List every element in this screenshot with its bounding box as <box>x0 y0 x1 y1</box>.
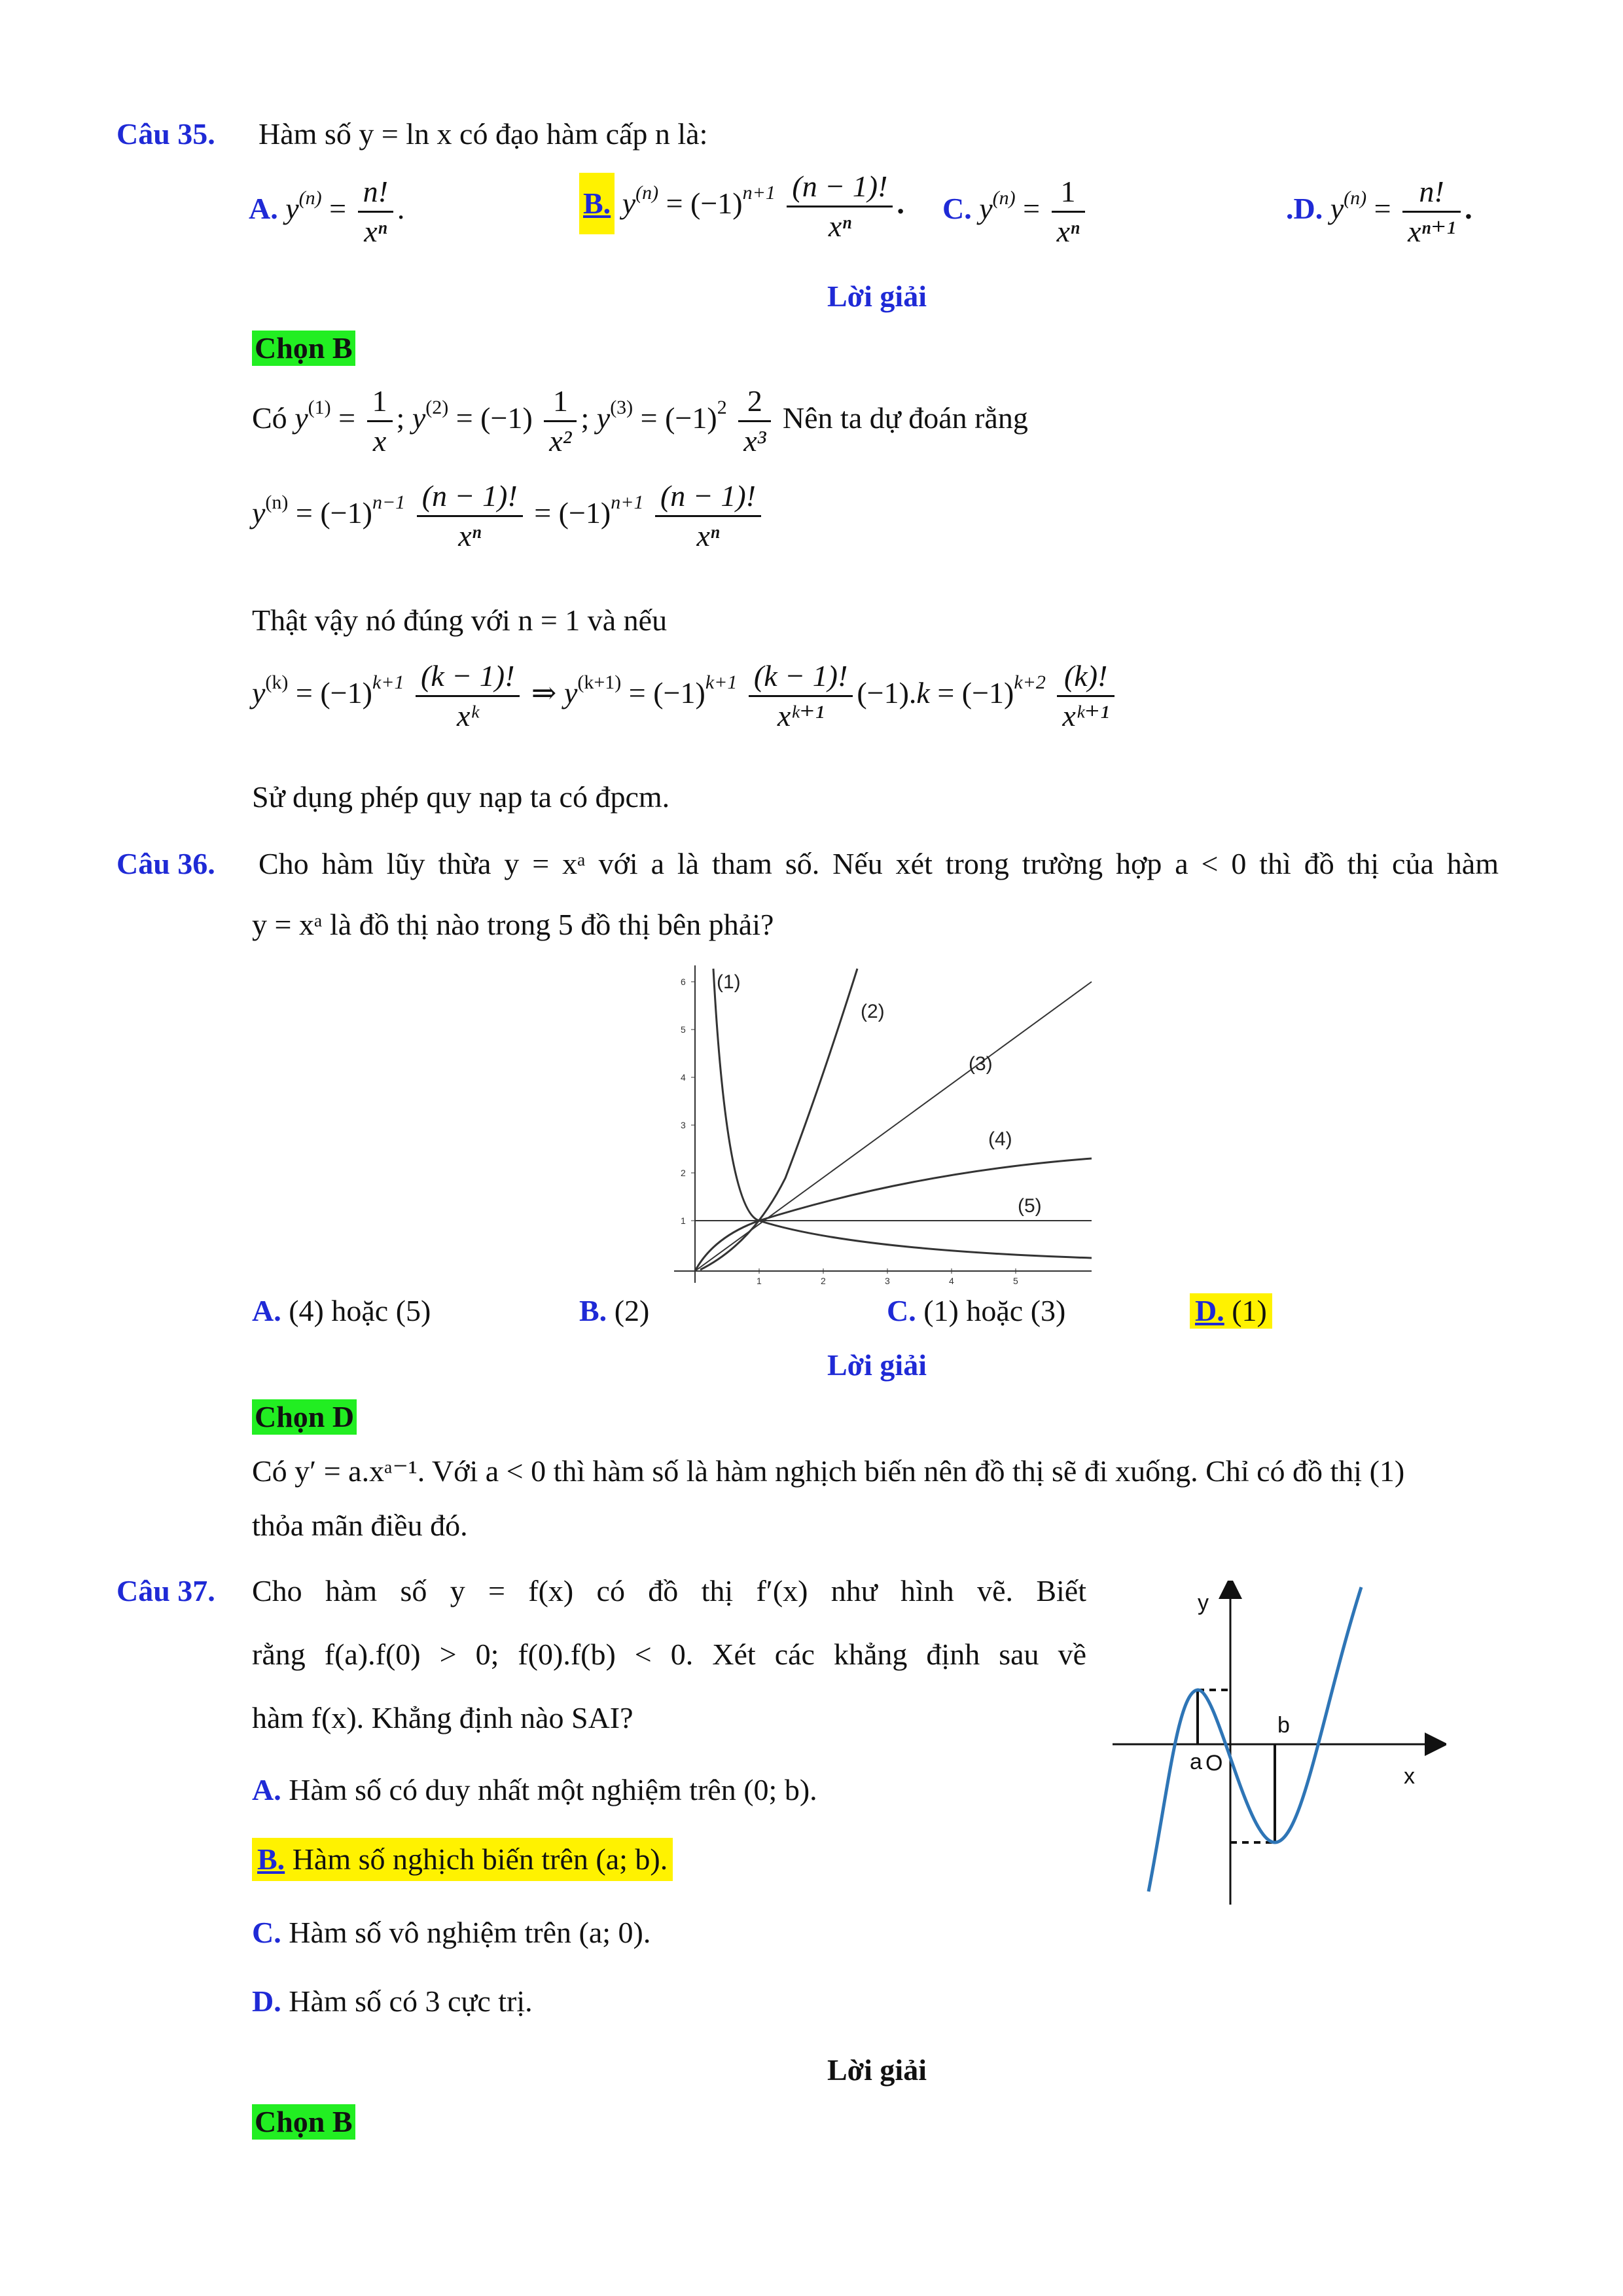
q37-stem-line2: rằng f(a).f(0) > 0; f(0).f(b) < 0. Xét các khẳng định sau về <box>252 1638 1086 1671</box>
q37-option-c[interactable] <box>252 1918 651 1948</box>
q35-solution-title: Lời giải <box>827 279 927 313</box>
expr-lhs: y <box>285 192 299 226</box>
q36-option-b[interactable] <box>579 1296 649 1326</box>
q35-option-c[interactable]: C. $y^{(n)}$ = $\frac{1}{\text{xⁿ}}$ <box>942 177 1089 247</box>
option-key: C. <box>942 192 972 226</box>
x-tick-label: 1 <box>757 1276 762 1286</box>
option-key: A. <box>252 1294 281 1327</box>
fraction <box>358 177 393 247</box>
q37-option-a[interactable] <box>252 1775 817 1805</box>
x-tick-label: 4 <box>949 1276 954 1286</box>
denominator: xⁿ <box>358 211 393 247</box>
q36-choice: Chọn D <box>252 1399 357 1435</box>
option-text: Hàm số có duy nhất một nghiệm trên (0; b). <box>289 1773 817 1806</box>
q35-option-a[interactable]: A. $y^{(n)}$ = $\frac{n!}{\text{xⁿ}}$ . <box>249 175 405 248</box>
q37-stem-line3: hàm f(x). Khẳng định nào SAI? <box>252 1701 633 1734</box>
q35-option-d[interactable]: .D. $y^{(n)}$ = $\frac{n!}{\text{xⁿ⁺¹}}$ . <box>1286 175 1472 248</box>
numerator: (n − 1)! <box>792 170 888 203</box>
option-key: D. <box>1195 1294 1224 1327</box>
expr-sup: (n) <box>635 182 659 204</box>
option-text: Hàm số nghịch biến trên (a; b). <box>292 1842 668 1876</box>
curve-3 <box>695 982 1092 1271</box>
q37-number: Câu 37. <box>116 1574 215 1607</box>
q36-sol-line1: Có y′ = a.xᵃ⁻¹. Với a < 0 thì hàm số là hàm nghịch biến nên đồ thị sẽ đi xuống. Chỉ có đồ thị (1) <box>252 1454 1405 1488</box>
q37-choice: Chọn B <box>252 2104 355 2140</box>
curve-label-3: (3) <box>969 1053 993 1075</box>
q36-stem-line2: y = xᵃ là đồ thị nào trong 5 đồ thị bên phải? <box>252 908 774 941</box>
expr-sup: (n) <box>1344 187 1367 209</box>
q35-line3: Thật vậy nó đúng với n = 1 và nếu <box>252 603 668 637</box>
expr-sup: (n) <box>298 187 322 209</box>
q36-stem-line1: Cho hàm lũy thừa y = xᵃ với a là tham số. Nếu xét trong trường hợp a < 0 thì đồ thị của hàm <box>259 847 1499 880</box>
y-tick-label: 5 <box>681 1024 686 1035</box>
x-tick-label: 3 <box>885 1276 890 1286</box>
q35-line1: Có $y^{(1)}$ = $\frac{1}{x}$ ; $y^{(2)} = (-1)$ $\frac{1}{\text{x²}}$ ; $y^{(3)} = (-1)^2$ $\frac{2}{\text{x³}}$ Nên ta dự đoán rằng <box>252 384 1028 457</box>
line1-suffix: Nên ta dự đoán rằng <box>782 401 1028 435</box>
curve-label-1: (1) <box>717 971 741 993</box>
option-key: A. <box>252 1773 281 1806</box>
curve-label-5: (5) <box>1018 1195 1042 1217</box>
tail: . <box>897 187 904 221</box>
option-text: (4) hoặc (5) <box>289 1294 431 1327</box>
q36-sol-line2: thỏa mãn điều đó. <box>252 1509 468 1542</box>
x-tick-label: 5 <box>1013 1276 1018 1286</box>
denominator: xⁿ <box>1052 211 1085 247</box>
fraction <box>787 171 893 242</box>
q35-option-b[interactable] <box>579 171 904 242</box>
denominator: xⁿ <box>787 206 893 242</box>
numerator: n! <box>363 175 388 208</box>
derivative-curve <box>1149 1587 1361 1892</box>
expr-lhs: y <box>979 192 993 226</box>
q35-stem: Hàm số y = ln x có đạo hàm cấp n là: <box>259 117 708 151</box>
q35-line2: $y^{(n)} = (-1)^{n-1}$ $\frac{(n - 1)!}{\text{xⁿ}}$ = $(-1)^{n+1}$ $\frac{(n - 1)!}{\text{xⁿ}}$ <box>252 481 765 551</box>
option-text: (1) <box>1232 1294 1267 1327</box>
curve-label-2: (2) <box>861 1001 885 1022</box>
origin-label: O <box>1205 1751 1223 1776</box>
y-axis-label: y <box>1198 1590 1209 1615</box>
option-key: C. <box>887 1294 916 1327</box>
q36-option-a[interactable] <box>252 1296 431 1326</box>
curve-2 <box>700 969 857 1270</box>
q35-line4: $y^{(k)} = (-1)^{k+1}$ $\frac{(k - 1)!}{\text{xᵏ}}$ ⇒ $y^{(k+1)} = (-1)^{k+1}$ $\frac{(k - 1)!}{\text{xᵏ⁺¹}}$ $(-1).k = (-1)^{k+2}$ $\frac{(k)!}{\text{xᵏ⁺¹}}$ <box>252 661 1118 731</box>
curve-label-4: (4) <box>988 1128 1012 1150</box>
tail: . <box>1465 192 1472 226</box>
fraction <box>1402 177 1461 247</box>
numerator: 1 <box>1060 175 1076 208</box>
expr-lhs: y <box>1330 192 1344 226</box>
expr-lhs: y <box>622 187 636 221</box>
line1-prefix: Có <box>252 401 287 435</box>
q36-solution-title: Lời giải <box>827 1348 927 1382</box>
option-key: C. <box>252 1916 281 1949</box>
option-key: B. <box>579 173 615 234</box>
option-text: (2) <box>614 1294 650 1327</box>
q37-option-d[interactable] <box>252 1986 533 2017</box>
expr-pre-sup: n+1 <box>742 182 776 204</box>
q37-option-b[interactable] <box>252 1838 673 1881</box>
q35-line5: Sử dụng phép quy nạp ta có đpcm. <box>252 780 670 814</box>
option-key: D. <box>252 1984 281 2018</box>
option-key: .D. <box>1286 192 1323 226</box>
option-text: Hàm số có 3 cực trị. <box>289 1984 533 2018</box>
q36-number: Câu 36. <box>116 847 215 880</box>
y-tick-label: 2 <box>681 1168 686 1178</box>
q36-power-function-graph <box>654 962 1093 1289</box>
option-key: B. <box>257 1842 285 1876</box>
option-text: (1) hoặc (3) <box>923 1294 1066 1327</box>
q37-derivative-graph <box>1106 1581 1446 1921</box>
option-text: Hàm số vô nghiệm trên (a; 0). <box>289 1916 651 1949</box>
q35-choice: Chọn B <box>252 331 355 366</box>
tail: . <box>397 192 405 226</box>
expr-sup: (n) <box>992 187 1016 209</box>
point-a-label: a <box>1190 1749 1202 1774</box>
y-tick-label: 4 <box>681 1072 686 1083</box>
q36-option-c[interactable] <box>887 1296 1065 1326</box>
option-key: A. <box>249 192 278 226</box>
q36-option-d[interactable] <box>1190 1293 1272 1329</box>
point-b-label: b <box>1277 1713 1290 1738</box>
denominator: xⁿ⁺¹ <box>1402 211 1461 247</box>
x-axis-label: x <box>1404 1764 1415 1789</box>
y-tick-label: 1 <box>681 1215 686 1226</box>
y-ticks <box>681 977 695 1226</box>
q35-number: Câu 35. <box>116 117 215 151</box>
q37-stem-line1: Cho hàm số y = f(x) có đồ thị f′(x) như hình vẽ. Biết <box>252 1574 1086 1607</box>
y-tick-label: 3 <box>681 1120 686 1130</box>
expr-pre: = (−1) <box>666 187 743 221</box>
q37-solution-title: Lời giải <box>827 2053 927 2087</box>
y-tick-label: 6 <box>681 977 686 987</box>
numerator: n! <box>1419 175 1444 208</box>
fraction <box>1052 177 1085 247</box>
option-key: B. <box>579 1294 607 1327</box>
x-tick-label: 2 <box>821 1276 826 1286</box>
